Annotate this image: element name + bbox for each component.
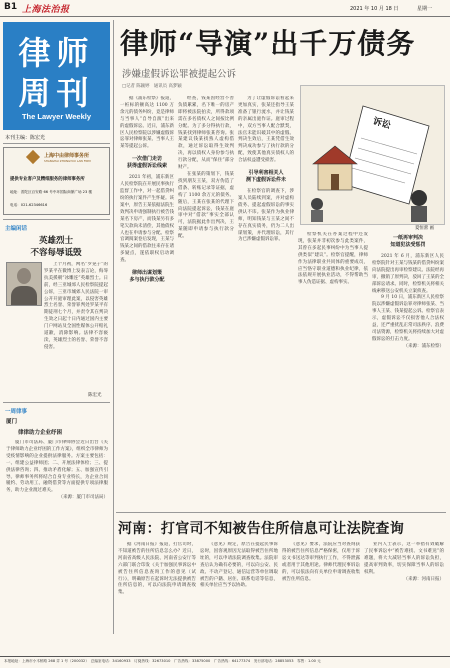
main-headline: 律师“导演”出千万债务	[120, 27, 416, 60]
figure-head-icon	[411, 190, 427, 206]
divider	[3, 143, 110, 144]
paper-name: 上海法治报	[22, 5, 70, 15]
masthead	[0, 0, 450, 17]
law-firm-logo-icon	[26, 150, 40, 164]
ad-box	[3, 147, 110, 215]
article-column-c: 为了让虚假诉讼看起来更加真实，张某还指导王某准备了银行流水，并让钱某的亲属出庭作证。庭审过程中，双方当事人配合默契，法官未能识破其中的虚假。判决生效后，王某凭借生效判决成功参与了执行款的分配，致使其他真实债权人的合法权益遭受损害。 引导利害相关人 测下虚假诉讼件未 在检察官的调查下，涉案人员陆续到案，并对虚构债务、提起虚假诉讼的事实供认不讳。张某作为执业律师，明知钱某与王某之间不存在真实债务，仍为二人出谋划策，并代理诉讼，其行为已涉嫌虚假诉讼罪。	[238, 96, 294, 243]
divider	[3, 402, 110, 403]
footer-info: 本报地址：上海市小木桥路 268 弄 1 号（200032） 总编室电话：34160933 订阅热线：32673010 广告热线：33875000 广告热线：64177374 发行部电话：28853053 零售：1.00 元	[4, 659, 321, 663]
weekly-body: 厦门市司法局、厦门市律师协会近日出台《关于律师助力企业纾困的工作方案》，组织全市律师为受疫情影响的企业提供法律服务。方案主要包括：一、组建公益律师团；二、开展法律体检；三、提供法律咨询；四、推动矛盾化解；五、加强宣传引导。律师事务所将结合自身专业特长，为企业合同履约、劳动用工、融资借贷等方面提供专项法律服务，助力企业渡过难关。 （来源：厦门市司法局）	[6, 440, 108, 501]
section-heading: 引导利害相关人 测下虚假诉讼件未	[245, 170, 286, 184]
second-column-c: 《意见》要求，法院应当对查询获得的被告住所信息严格保密，仅用于诉讼文书送达等审判执行工作，不得泄露或者用于其他用途。律师代理民事诉讼的，可以依法向有关单位申请调查收集被告住所信息。	[282, 542, 360, 582]
lawsuit-illustration	[301, 86, 444, 224]
article-column-b: 经查，钱某因经营不善负债累累，名下唯一的房产即将被法院拍卖，所得款项需在多名债权人之间按比例分配。为了多分得执行款，钱某找到律师张某咨询。张某建议钱某找熟人虚构借款，通过诉讼取得生效判决，再以债权人身份参与执行款分配，从而“保住”部分财产。 在张某的策划下，钱某找到朋友王某，双方伪造了借条、转账记录等证据，虚构了 1100 余万元的债务。随后，王某在张某的代理下向法院提起诉讼，钱某在庭审中对“借款”事实全部认可，法院据此作出判决，王某随即申请参与执行款分配。	[178, 96, 234, 240]
column-section-label: 主编闲话	[5, 226, 28, 232]
illustration	[300, 85, 445, 225]
divider	[3, 219, 110, 220]
ad-org-name: 上海中由律师事务所	[44, 153, 90, 159]
masthead-date: 2021 年 10 月 18 日	[350, 6, 399, 12]
main-subhead: 涉嫌虚假诉讼罪被提起公诉	[122, 69, 237, 80]
author-portrait	[6, 262, 42, 306]
figure-body-icon	[411, 206, 427, 222]
second-column-a: 据《河南日报》报道，打官司时，不知道被告的住所信息怎么办？近日，河南省高级人民法院、河南省公安厅等六部门联合印发《关于加强民事诉讼中被告住所信息查询工作的意见（试行）》，明确原告在起诉时无法提供被告住所信息的，可以向法院申请调查收集。	[118, 542, 196, 596]
column-body: 上个月初，网名“罗晃子”的罗某平在微博上发表言论，侮辱抗美援朝“冰雕连”英雄烈士。日前，经三亚城郊人民检察院提起公诉，三亚市城郊人民法院一审公开开庭审理此案，以侵害英雄烈士名誉、荣誉罪判处罗某平有期徒刑七个月，并责令其在判决生效之日起十日内通过国内主要门户网站及全国性媒体公开赔礼道歉，消除影响。法律不容亵渎，英雄烈士的名誉、荣誉不容侵害。	[44, 262, 108, 350]
portrait-head	[17, 268, 31, 284]
article-column-a: 据《浦东检察》报道，一桩标的额高达 1100 万余元的债务纠纷，竟是律师与当事人“自导自演”出来的虚假诉讼。近日，浦东新区人民检察院以涉嫌虚假诉讼罪对律师张某、当事人王某等提起公诉。 一次借门走访 获得虚假诉讼线索 2021 年初，浦东新区人民检察院在开展民事执行监督工作中，对一起借贷纠纷的执行案件产生怀疑。该案中，原告王某依据法院生效判决申请强制执行被告钱某名下房产，而钱某另有多笔欠款尚未清偿，其他债权人也在申请参与分配。检察官调阅案卷后发现，王某与钱某之间的借款往来存在诸多疑点，遂依职权启动调查。 律师出谋划策 多与执行款分配	[120, 96, 174, 284]
ad-address: 地址：普陀区百安路 66 号中环国际商厦广场 23 楼	[10, 190, 92, 194]
brand-title-en: The Lawyer Weekly	[21, 112, 92, 121]
figure-body-icon	[311, 210, 323, 222]
divider	[116, 512, 446, 513]
column-divider	[113, 20, 114, 634]
second-headline: 河南：打官司不知被告住所信息可让法院查询	[118, 521, 404, 537]
column-author: 陈宏光	[88, 393, 102, 398]
page-code: B1	[4, 2, 18, 12]
weekly-headline: 律律助力企业纾困	[18, 430, 63, 436]
weekly-section-label: 一周律事	[5, 409, 28, 415]
brand-title-line1: 律师	[18, 34, 95, 72]
column-title-1: 英雄烈士	[38, 236, 73, 246]
brand-block	[3, 22, 110, 130]
second-column-d: 业内人士表示，这一举措有效破解了民事诉讼中“被告难找、文书难送”的难题，将大大减轻当事人的诉讼负担，提高审判效率，切实保障当事人的诉讼权利。 （来源：河南日报）	[364, 542, 444, 582]
ad-org-en: SHANGHAI ZHONGYOU LAW FIRM	[44, 159, 91, 163]
portrait-body	[11, 286, 37, 305]
weekly-headline-label: 厦门	[6, 419, 18, 425]
brand-editor: 本刊主编：陈宏光	[5, 135, 46, 141]
figure-head-icon	[311, 198, 323, 210]
article-column-e: 一纸再审判决 知道犯法受惩罚 2021 年 6 月，浦东新区人民检察院针对王某与钱某的借贷纠纷案向法院提出再审检察建议。法院经再审，撤销了原判决，驳回了王某的全部诉讼请求。同时，检察机关将相关线索移送公安机关立案侦查。 9 月 10 日，浦东新区人民检察院以涉嫌虚假诉讼罪对律师张某、当事人王某、钱某提起公诉。检察官表示，虚假诉讼不仅损害他人合法权益，还严重扰乱正常司法秩序、浪费司法资源，检察机关将持续加大对虚假诉讼的打击力度。 （来源：浦东检察）	[372, 235, 444, 349]
main-byline: □记者 陈颖婷 通讯员 高梦颖	[122, 84, 182, 89]
illustration-label: 诉讼	[371, 116, 392, 132]
section-heading: 一纸再审判决 知道犯法受惩罚	[390, 235, 426, 248]
footer-divider	[0, 656, 450, 657]
masthead-weekday: 星期一	[417, 6, 433, 12]
illustration-credit: 夏恒蕾 画	[415, 226, 434, 231]
brand-title-line2: 周刊	[18, 74, 95, 112]
section-heading: 一次借门走访 获得虚假诉讼线索	[126, 156, 167, 170]
ad-phone: 电话：021-62346616	[10, 203, 48, 207]
ad-slogan: 提供专业客户及精细服务的律师事务所	[10, 177, 85, 182]
section-heading: 律师出谋划策 多与执行款分配	[129, 270, 165, 284]
second-column-b: 《意见》规定，原告在提起民事诉讼时，因客观原因无法取得被告住所地址的，可以申请法院调查收集。法院审查后认为确有必要的，可以向公安、民政、不动产登记、通信运营等单位调取被告的户籍、居住、联系电话等信息，相关单位应当予以协助。	[200, 542, 278, 589]
column-title-2: 不容每辱诋毁	[30, 248, 82, 258]
article-column-d: 检察机关在办案过程中还发现，张某并非初次参与此类案件，其曾在多起民事纠纷中为当事人提供类似“建议”。检察官提醒，律师作为法律职业共同体的重要成员，应当恪守职业道德和执业纪律，依法依规开展执业活动，不得帮助当事人伪造证据、虚构事实。	[298, 232, 368, 286]
house-door-icon	[331, 174, 339, 190]
